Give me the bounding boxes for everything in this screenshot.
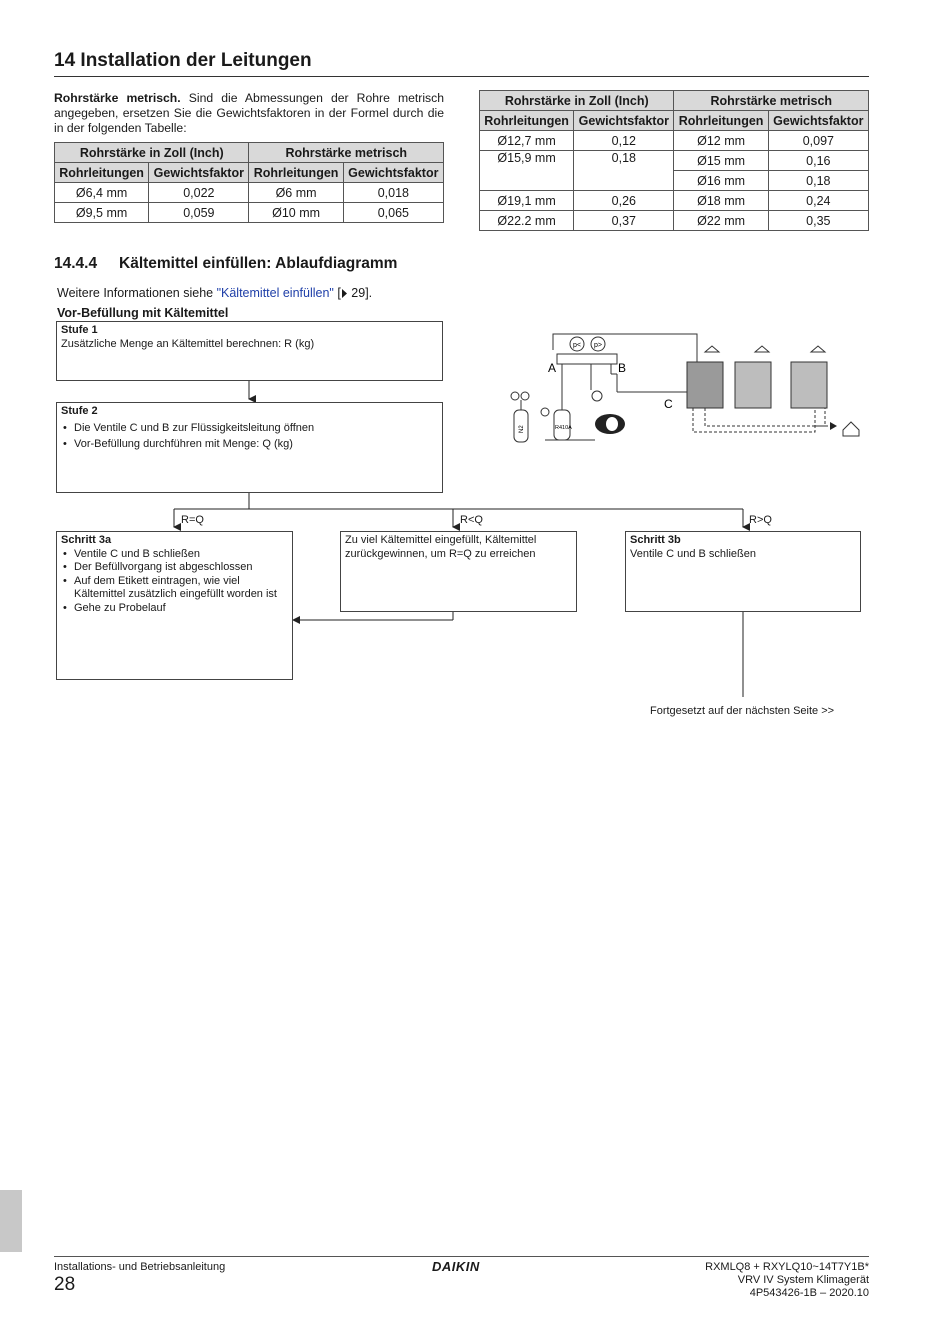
vacuum-pump-icon (592, 391, 625, 434)
t1-group-metric: Rohrstärke metrisch (249, 143, 444, 163)
valve-a-label: A (548, 361, 557, 375)
t1-cell: 0,065 (343, 203, 443, 223)
t2-col-header: Rohrleitungen (480, 111, 574, 131)
t2-cell: 0,16 (768, 151, 868, 171)
outdoor-unit-icon (735, 346, 771, 408)
page-title: 14 Installation der Leitungen (54, 50, 312, 71)
list-item: • Der Befüllvorgang ist abgeschlossen (61, 561, 288, 575)
intro-bold: Rohrstärke metrisch. (54, 91, 181, 105)
more-prefix: Weitere Informationen siehe (57, 286, 217, 300)
page-number: 28 (54, 1274, 76, 1295)
t1-cell: 0,018 (343, 183, 443, 203)
recover-text: Zu viel Kältemittel eingefüllt, Kältemittel zurückgewinnen, um R=Q zu erreichen (345, 534, 537, 560)
footer-docnum: 4P543426-1B – 2020.10 (749, 1287, 869, 1299)
list-item: • Vor-Befüllung durchführen mit Menge: Q (kg) (61, 438, 438, 452)
more-page: 29]. (347, 286, 373, 300)
valve-b-label: B (618, 361, 627, 375)
section-title: Kältemittel einfüllen: Ablaufdiagramm (119, 255, 398, 272)
t2-cell: Ø16 mm (674, 171, 768, 191)
more-link[interactable]: "Kältemittel einfüllen" (216, 286, 334, 300)
t2-cell: 0,26 (574, 191, 674, 211)
list-item: • Ventile C und B schließen (61, 548, 288, 562)
t2-cell: Ø19,1 mm (480, 191, 574, 211)
recover-box (340, 531, 577, 612)
t2-cell: 0,097 (768, 131, 868, 151)
t2-cell: 0,35 (768, 211, 868, 231)
stufe-2-title: Stufe 2 (61, 405, 98, 417)
continued-note: Fortgesetzt auf der nächsten Seite >> (650, 705, 835, 717)
schritt-3a-title: Schritt 3a (61, 534, 112, 546)
footer-system: VRV IV System Klimagerät (737, 1274, 869, 1286)
to-indoor-arrow-icon (830, 422, 837, 430)
footer-rule (54, 1256, 869, 1257)
stufe-1-text: Zusätzliche Menge an Kältemittel berechnen: R (kg) (61, 337, 315, 350)
list-item: • Auf dem Etikett eintragen, wie viel Kältemittel zusätzlich eingefüllt worden ist (61, 575, 288, 602)
t2-col-header: Rohrleitungen (674, 111, 768, 131)
schritt-3b-text: Ventile C und B schließen (630, 547, 756, 560)
outdoor-unit-icon (687, 346, 723, 408)
n2-label: N2 (519, 425, 525, 433)
schritt-3b-box (625, 531, 861, 612)
gauge-high-label: p> (594, 342, 602, 349)
n2-bottle-icon (511, 392, 529, 442)
t1-cell: Ø10 mm (249, 203, 343, 223)
section-number: 14.4.4 (54, 255, 98, 272)
t1-col-header: Gewichtsfaktor (343, 163, 443, 183)
t2-col-header: Gewichtsfaktor (574, 111, 674, 131)
list-item: • Die Ventile C und B zur Flüssigkeitsleitung öffnen (61, 422, 438, 436)
t1-group-inch: Rohrstärke in Zoll (Inch) (55, 143, 249, 163)
page-ref-icon: [ (337, 286, 347, 300)
t1-col-header: Rohrleitungen (55, 163, 149, 183)
r410a-bottle-icon (541, 408, 570, 440)
side-tab (0, 1190, 22, 1252)
t2-cell: 0,18 (574, 151, 674, 191)
indoor-house-icon (843, 422, 859, 436)
t1-cell: Ø6 mm (249, 183, 343, 203)
stufe-1-box (56, 321, 443, 381)
t1-col-header: Rohrleitungen (249, 163, 343, 183)
footer-model: RXMLQ8 + RXYLQ10~14T7Y1B* (705, 1261, 869, 1273)
valve-c-label: C (664, 397, 673, 411)
t1-cell: 0,022 (149, 183, 249, 203)
t2-cell: 0,18 (768, 171, 868, 191)
outdoor-unit-icon (791, 346, 827, 408)
charging-schematic (505, 330, 867, 450)
t2-group-inch: Rohrstärke in Zoll (Inch) (480, 91, 674, 111)
t2-cell: 0,12 (574, 131, 674, 151)
branch-label-lt: R<Q (460, 514, 483, 526)
schritt-3b-title: Schritt 3b (630, 534, 681, 546)
t2-cell: 0,37 (574, 211, 674, 231)
r410a-label: R410A (555, 425, 572, 431)
t2-cell: Ø22 mm (674, 211, 768, 231)
t1-cell: Ø9,5 mm (55, 203, 149, 223)
gauge-low-label: p< (573, 342, 581, 349)
t1-cell: 0,059 (149, 203, 249, 223)
branch-label-eq: R=Q (181, 514, 204, 526)
intro-text: Sind die Abmessungen der Rohre metrisch angegeben, ersetzen Sie die Gewichtsfaktoren in der Formel durch die in der folgenden Tabelle: (54, 91, 444, 135)
t2-cell: 0,24 (768, 191, 868, 211)
subheading: Vor-Befüllung mit Kältemittel (57, 306, 229, 320)
schritt-3a-box (56, 531, 293, 680)
t2-group-metric: Rohrstärke metrisch (674, 91, 869, 111)
daikin-logo: DAIKIN (432, 1259, 480, 1274)
footer-doc-title: Installations- und Betriebsanleitung (54, 1261, 226, 1273)
stufe-1-title: Stufe 1 (61, 324, 98, 336)
t2-cell: Ø12,7 mm (480, 131, 574, 151)
t2-cell: Ø15,9 mm (480, 151, 574, 191)
branch-label-gt: R>Q (749, 514, 772, 526)
t2-cell: Ø18 mm (674, 191, 768, 211)
stufe-2-box (56, 402, 443, 493)
t2-col-header: Gewichtsfaktor (768, 111, 868, 131)
t2-cell: Ø15 mm (674, 151, 768, 171)
t2-cell: Ø12 mm (674, 131, 768, 151)
t1-col-header: Gewichtsfaktor (149, 163, 249, 183)
list-item: • Gehe zu Probelauf (61, 602, 288, 616)
t1-cell: Ø6,4 mm (55, 183, 149, 203)
footer-right (705, 1261, 869, 1300)
t2-cell: Ø22.2 mm (480, 211, 574, 231)
